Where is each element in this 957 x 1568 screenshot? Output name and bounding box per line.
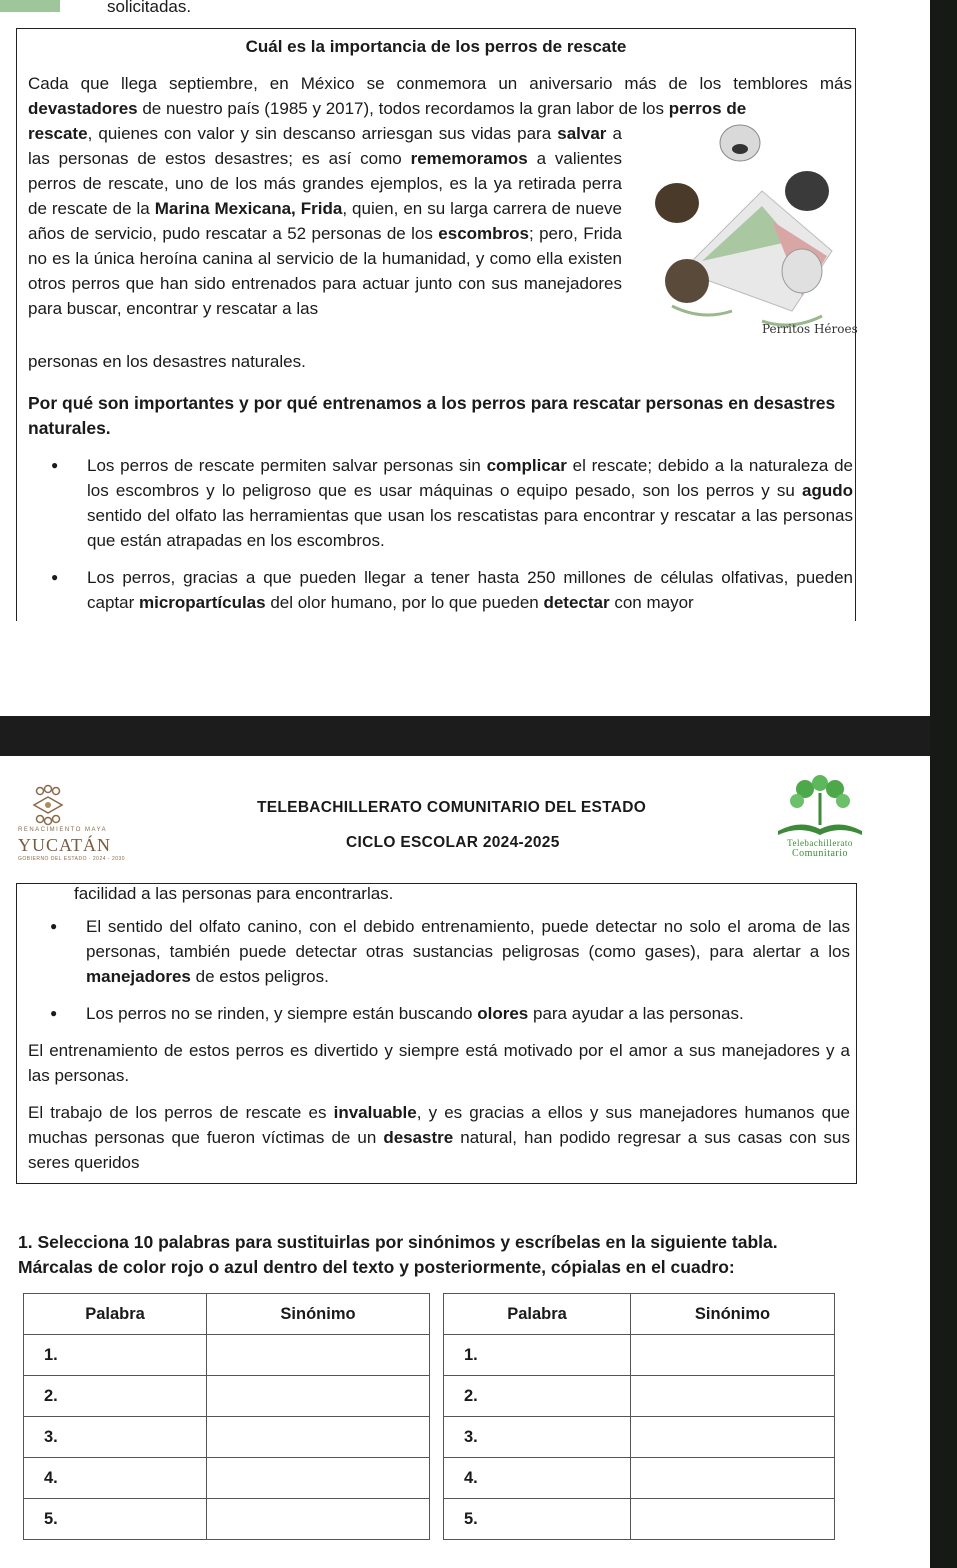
synonym-cell[interactable] (631, 1335, 835, 1376)
yucatan-tagline: RENACIMIENTO MAYA (18, 827, 108, 833)
image-caption: Perritos Héroes (762, 322, 858, 336)
yucatan-gov-line: GOBIERNO DEL ESTADO · 2024 - 2030 (18, 856, 126, 862)
article-wrapped-paragraph: rescate, quienes con valor y sin descanso arriesgan sus vidas para salvar a las personas de estos desastres; es así como rememoramos a valientes perros de rescate, uno de los más grandes ejemplos, es la ya retirada perra de rescate de la Marina Mexicana, Frida, quien, en su larga carrera de nueve años de servicio, pudo rescatar a 52 personas de los escombros; pero, Frida no es la única heroína canina al servicio de la humanidad, y como ella existen otros perros que han sido entrenados para actuar junto con sus manejadores para buscar, encontrar y rescatar a las (28, 124, 623, 318)
word-cell[interactable]: 5. (444, 1499, 631, 1540)
table-row (24, 1335, 430, 1376)
previous-page-fragment: solicitadas. (107, 0, 192, 16)
right-edge-strip (930, 0, 957, 1568)
telebachillerato-logo-icon (770, 775, 870, 837)
synonym-cell[interactable] (207, 1417, 430, 1458)
synonym-cell[interactable] (207, 1335, 430, 1376)
continuation-content (28, 881, 850, 1187)
table-row (444, 1417, 835, 1458)
continuation-box (16, 883, 857, 1184)
institution-title: TELEBACHILLERATO COMUNITARIO DEL ESTADO (257, 799, 647, 816)
synonym-cell[interactable] (207, 1499, 430, 1540)
telebachillerato-name: Telebachillerato (787, 838, 853, 848)
table-row (24, 1458, 430, 1499)
word-cell[interactable]: 4. (24, 1458, 207, 1499)
word-cell[interactable]: 1. (24, 1335, 207, 1376)
list-item: ● Los perros, gracias a que pueden llegar a tener hasta 250 millones de células olfativas, pueden captar micropartículas del olor humano, por lo que pueden detectar con mayor (51, 565, 853, 615)
word-cell[interactable]: 4. (444, 1458, 631, 1499)
column-header-word: Palabra (444, 1294, 631, 1335)
list-item: ● El sentido del olfato canino, con el debido entrenamiento, puede detectar no solo el aroma de las personas, también puede detectar otras sustancias peligrosas (como gases), para alertar a los manejadores de estos peligros. (50, 914, 850, 989)
synonym-cell[interactable] (207, 1376, 430, 1417)
word-cell[interactable]: 3. (444, 1417, 631, 1458)
continuation-first-line: facilidad a las personas para encontrarlas. (74, 884, 394, 903)
comunitario-name: Comunitario (791, 848, 849, 859)
word-cell[interactable]: 2. (444, 1376, 631, 1417)
column-header-synonym: Sinónimo (631, 1294, 835, 1335)
table-row (444, 1458, 835, 1499)
table-row (24, 1376, 430, 1417)
table-row (444, 1335, 835, 1376)
training-paragraph: El entrenamiento de estos perros es divertido y siempre está motivado por el amor a sus manejadores y a las personas. (28, 1041, 850, 1085)
synonym-cell[interactable] (631, 1458, 835, 1499)
synonym-cell[interactable] (631, 1417, 835, 1458)
article-title: Cuál es la importancia de los perros de rescate (245, 37, 627, 56)
school-cycle: CICLO ESCOLAR 2024-2025 (346, 834, 560, 851)
list-item: ● Los perros no se rinden, y siempre están buscando olores para ayudar a las personas. (50, 1001, 850, 1026)
yucatan-name: YUCATÁN (18, 835, 112, 855)
top-color-strip (0, 0, 60, 12)
word-cell[interactable]: 2. (24, 1376, 207, 1417)
closing-paragraph: El trabajo de los perros de rescate es invaluable, y es gracias a ellos y sus manejadores humanos que muchas personas que fueron víctimas de un desastre natural, han podido regresar a sus casas con sus seres queridos (28, 1103, 851, 1172)
article-box (16, 28, 856, 621)
activity-line-2: Márcalas de color rojo o azul dentro del texto y posteriormente, cópialas en el cuadro: (18, 1257, 735, 1277)
synonym-cell[interactable] (631, 1499, 835, 1540)
activity-line-1: 1. Selecciona 10 palabras para sustituirlas por sinónimos y escríbelas en la siguiente tabla. (18, 1232, 778, 1252)
page-separator (0, 716, 930, 756)
rescue-dogs-illustration (642, 121, 858, 336)
word-cell[interactable]: 3. (24, 1417, 207, 1458)
synonym-cell[interactable] (207, 1458, 430, 1499)
synonym-table-right (443, 1293, 835, 1540)
list-item: ● Los perros de rescate permiten salvar personas sin complicar el rescate; debido a la naturaleza de los escombros y lo peligroso que es usar máquinas o equipo pesado, son los perros y su agudo sentido del olfato las herramientas que usan los rescatistas para encontrar y rescatar a las personas que están atrapadas en los escombros. (51, 453, 853, 553)
column-header-word: Palabra (24, 1294, 207, 1335)
column-header-synonym: Sinónimo (207, 1294, 430, 1335)
table-row (444, 1499, 835, 1540)
word-cell[interactable]: 5. (24, 1499, 207, 1540)
table-row (24, 1417, 430, 1458)
synonym-table-left (23, 1293, 430, 1540)
word-cell[interactable]: 1. (444, 1335, 631, 1376)
question-heading: Por qué son importantes y por qué entrenamos a los perros para rescatar personas en desastres naturales. (28, 393, 836, 438)
table-row (444, 1376, 835, 1417)
table-row (24, 1499, 430, 1540)
synonym-cell[interactable] (631, 1376, 835, 1417)
page-gap (0, 622, 930, 716)
article-intro: Cada que llega septiembre, en México se conmemora un aniversario más de los temblores más devastadores de nuestro país (1985 y 2017), todos recordamos la gran labor de los perros de (28, 74, 852, 118)
article-tail: personas en los desastres naturales. (28, 352, 306, 371)
activity-instructions (18, 1230, 858, 1280)
article-bullets (51, 453, 853, 627)
continuation-bullets (50, 914, 850, 1026)
